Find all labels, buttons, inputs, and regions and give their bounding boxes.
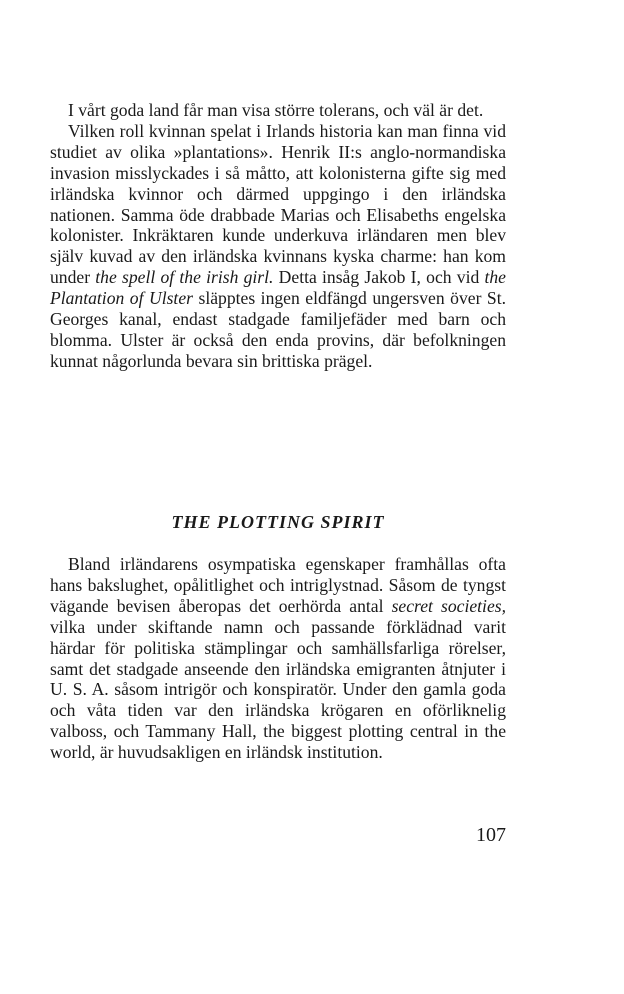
text-run: Vilken roll kvinnan spelat i Irlands historia kan man finna vid studiet av olika »plantations». Henrik II:s anglo-normandiska invasion misslyckades i så måtto, att kolonisterna gifte sig med irländska kvinnor och därmed uppgingo i den irländska nationen. Samma öde drabbade Marias och Elisabeths engelska kolonister. Inkräktaren kunde underkuva irländaren men blev själv kuvad av den irländska kvinnans kyska charme: han kom under	[50, 120, 506, 288]
upper-text-block	[50, 100, 506, 372]
text-run: Bland irländarens osympatiska egenskaper framhållas ofta hans bakslughet, opålitlighet och intriglystnad. Såsom de tyngst vägande bevisen åberopas det oerhörda antal	[50, 554, 506, 616]
text-run: vilka under skiftande namn och passande förklädnad varit härdar för politiska stämplingar och samhällsfarliga rörelser, samt det stadgade anseende den irländska emigranten åtnjuter i U. S. A. såsom intrigör och konspiratör. Under den gamla goda och våta tiden var den irländska krögaren en oförliknelig valboss, och Tammany Hall, the biggest plotting central in the world, är huvudsakligen en irländsk institution.	[50, 616, 506, 763]
text-run: släpptes ingen eldfängd ungersven över St. Georges kanal, endast stadgade familjefäder med barn och blomma. Ulster är också den enda provins, där befolkningen kunnat någorlunda bevara sin brittiska prägel.	[50, 288, 507, 371]
italic-phrase: the Plantation of Ulster	[50, 267, 506, 309]
paragraph-plantations	[50, 121, 506, 372]
page-number: 107	[476, 824, 506, 846]
section-heading: THE PLOTTING SPIRIT	[171, 512, 385, 532]
paragraph-plotting-spirit	[50, 554, 506, 763]
text-run: I vårt goda land får man visa större tolerans, och väl är det.	[68, 100, 484, 120]
section-text-block	[50, 554, 506, 763]
paragraph-tolerance	[50, 100, 506, 121]
italic-phrase: secret societies,	[391, 595, 506, 616]
italic-phrase: the spell of the irish girl.	[95, 267, 274, 288]
text-run: Detta insåg Jakob I, och vid	[273, 267, 485, 288]
